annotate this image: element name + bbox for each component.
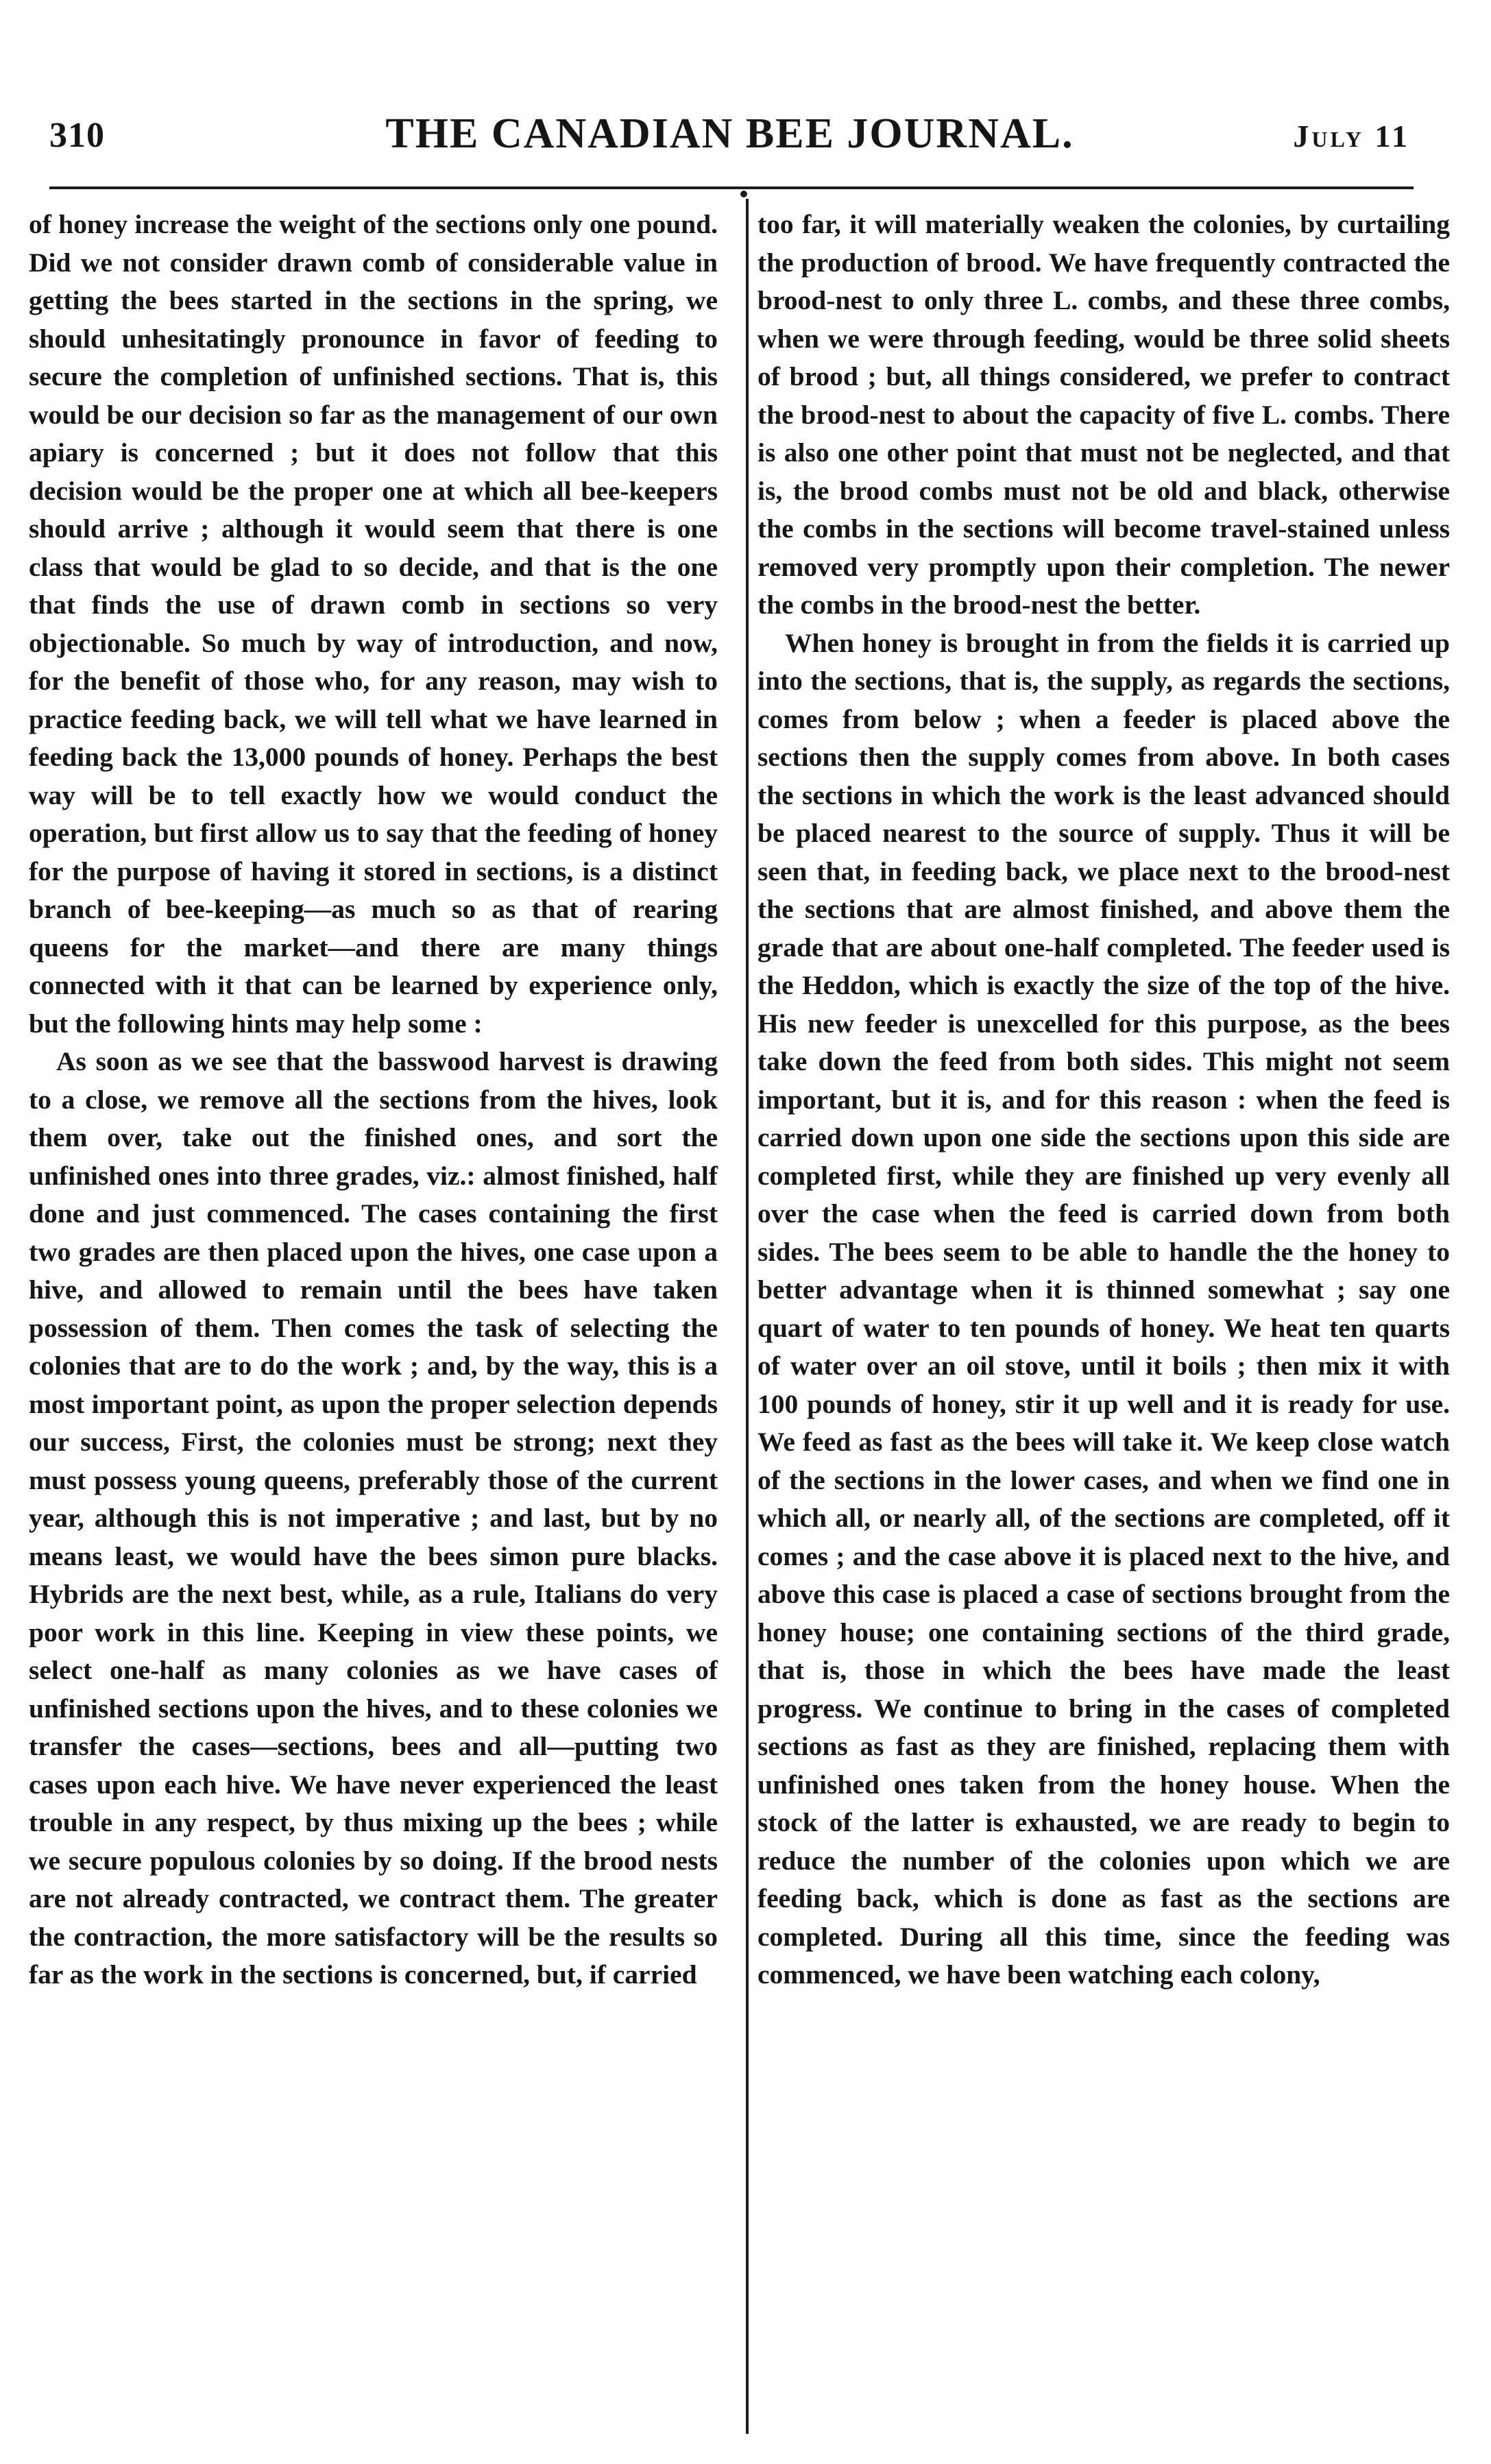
journal-title: THE CANADIAN BEE JOURNAL.	[385, 110, 1074, 157]
left-column	[29, 206, 718, 1994]
right-paragraph-2: When honey is brought in from the fields it is carried up into the sections, that is, the supply, as regards the sections, comes from below ; when a feeder is placed above the sections then the supply comes from above. In both cases the sections in which the work is the least advanced should be placed nearest to the source of supply. Thus it will be seen that, in feeding back, we place next to the brood-nest the sections that are almost finished, and above them the grade that are about one-half completed. The feeder used is the Heddon, which is exactly the size of the top of the hive. His new feeder is unexcelled for this purpose, as the bees take down the feed from both sides. This might not seem important, but it is, and for this reason : when the feed is carried down upon one side the sections upon this side are completed first, while they are finished up very evenly all over the case when the feed is carried down from both sides. The bees seem to be able to handle the the honey to better advantage when it is thinned somewhat ; say one quart of water to ten pounds of honey. We heat ten quarts of water over an oil stove, until it boils ; then mix it with 100 pounds of honey, stir it up well and it is ready for use. We feed as fast as the bees will take it. We keep close watch of the sections in the lower cases, and when we find one in which all, or nearly all, of the sections are completed, off it comes ; and the case above it is placed next to the hive, and above this case is placed a case of sections brought from the honey house; one containing sections of the third grade, that is, those in which the bees have made the least progress. We continue to bring in the cases of completed sections as fast as they are finished, replacing them with unfinished ones taken from the honey house. When the stock of the latter is exhausted, we are ready to begin to reduce the number of the colonies upon which we are feeding back, which is done as fast as the sections are completed. During all this time, since the feeding was commenced, we have been watching each colony,	[757, 627, 1450, 1990]
left-paragraph-1: of honey increase the weight of the sections only one pound. Did we not consider drawn comb of considerable value in getting the bees started in the sections in the spring, we should unhesitatingly pronounce in favor of feeding to secure the completion of unfinished sections. That is, this would be our decision so far as the management of our own apiary is concerned ; but it does not follow that this decision would be the proper one at which all bee-keepers should arrive ; although it would seem that there is one class that would be glad to so decide, and that is the one that finds the use of drawn comb in sections so very objectionable. So much by way of introduction, and now, for the benefit of those who, for any reason, may wish to practice feeding back, we will tell what we have learned in feeding back the 13,000 pounds of honey. Perhaps the best way will be to tell exactly how we would conduct the operation, but first allow us to say that the feeding of honey for the purpose of having it stored in sections, is a distinct branch of bee-keeping—as much so as that of rearing queens for the market—and there are many things connected with it that can be learned by experience only, but the following hints may help some :	[29, 209, 718, 1039]
column-divider	[746, 199, 749, 2434]
right-paragraph-1: too far, it will materially weaken the colonies, by curtailing the production of brood. We have frequently contracted the brood-nest to only three L. combs, and these three combs, when we were through feeding, would be three solid sheets of brood ; but, all things considered, we prefer to contract the brood-nest to about the capacity of five L. combs. There is also one other point that must not be neglected, and that is, the brood combs must not be old and black, otherwise the combs in the sections will become travel-stained unless removed very promptly upon their completion. The newer the combs in the brood-nest the better.	[757, 209, 1450, 620]
page-number: 310	[49, 116, 105, 155]
issue-date: July 11	[1293, 119, 1410, 154]
header-ornament	[740, 191, 747, 197]
page-header	[49, 103, 1410, 185]
left-paragraph-2: As soon as we see that the basswood harvest is drawing to a close, we remove all the sections from the hives, look them over, take out the finished ones, and sort the unfinished ones into three grades, viz.: almost finished, half done and just commenced. The cases containing the first two grades are then placed upon the hives, one case upon a hive, and allowed to remain until the bees have taken possession of them. Then comes the task of selecting the colonies that are to do the work ; and, by the way, this is a most important point, as upon the proper selection depends our success, First, the colonies must be strong; next they must possess young queens, preferably those of the current year, although this is not imperative ; and last, but by no means least, we would have the bees simon pure blacks. Hybrids are the next best, while, as a rule, Italians do very poor work in this line. Keeping in view these points, we select one-half as many colonies as we have cases of unfinished sections upon the hives, and to these colonies we transfer the cases—sections, bees and all—putting two cases upon each hive. We have never experienced the least trouble in any respect, by thus mixing up the bees ; while we secure populous colonies by so doing. If the brood nests are not already contracted, we contract them. The greater the contraction, the more satisfactory will be the results so far as the work in the sections is concerned, but, if carried	[29, 1046, 718, 1990]
header-rule	[49, 186, 1414, 189]
right-column	[757, 206, 1450, 1994]
